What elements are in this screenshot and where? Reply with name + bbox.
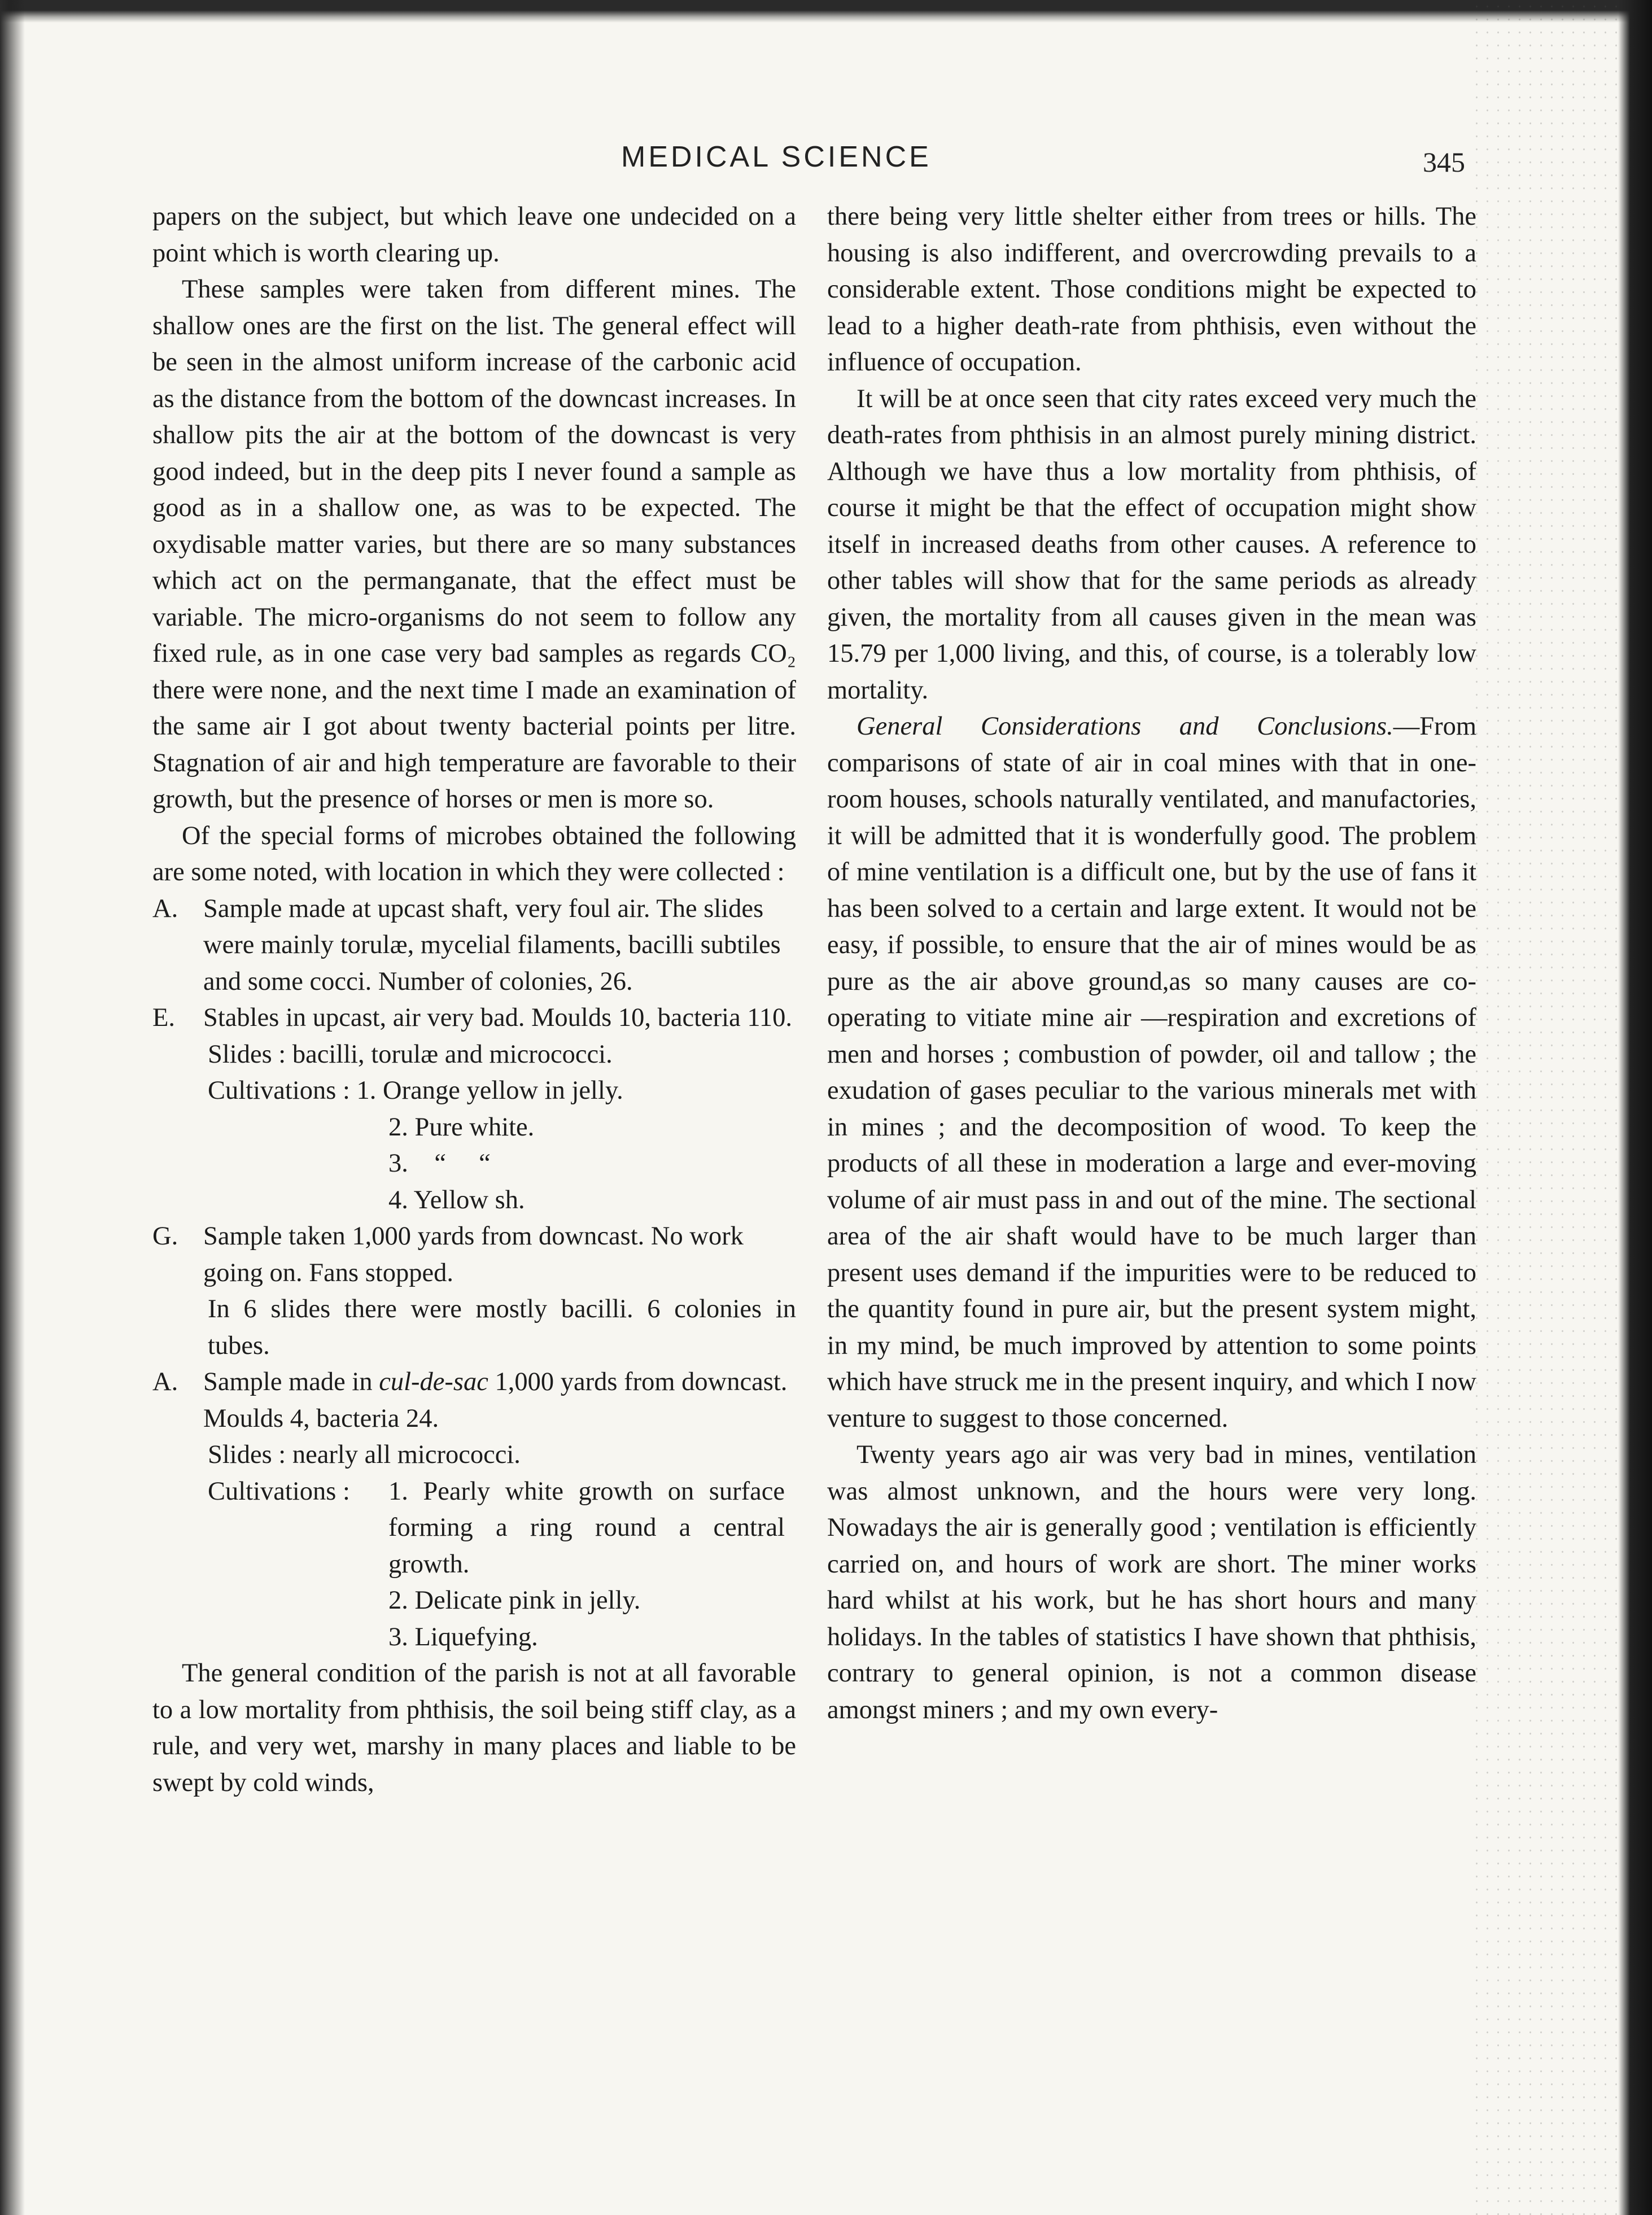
paragraph-text: —From comparisons of state of air in coal mines with that in one-room houses, schools naturally ventilated, and manufactories, it will be admitted that it is wonderfully good. The problem of mine ventilation is a difficult one, but by the use of fans it has been solved to a certain and large extent. It would not be easy, if possible, to ensure that the air of mines would be as pure as the air above ground,as so many causes are co-operating to vitiate mine air —respiration and excretions of men and horses ; combustion of powder, oil and tallow ; the exudation of gases peculiar to the various minerals met with in mines ; and the decomposition of wood. To keep the products of all these in moderation a large and ever-moving volume of air must pass in and out of the mine. The sectional area of the air shaft would have to be much larger than present uses demand if the impurities were to be reduced to the quantity found in pure air, but the present system might, in my mind, be much improved by attention to some points which have struck me in the present inquiry, and which I now venture to suggest to those concerned.	[827, 712, 1476, 1433]
right-column	[827, 199, 1476, 1728]
paragraph: The general condition of the parish is not at all favorable to a low mortality from phthisis, the soil being stiff clay, as a rule, and very wet, marshy in many places and liable to be swept by cold winds,	[152, 1659, 796, 1797]
cultivation-item: 3. “ “	[388, 1149, 491, 1178]
entry-slides: Slides : nearly all micrococci.	[208, 1440, 521, 1469]
paragraph	[827, 709, 1476, 1437]
scan-left-edge	[0, 0, 25, 2215]
entry-label: G.	[152, 1222, 178, 1251]
paragraph: papers on the subject, but which leave one undecided on a point which is worth clearing up.	[152, 202, 796, 268]
entry-label: A.	[152, 1368, 178, 1396]
paragraph: Of the special forms of microbes obtained the following are some noted, with location in which they were collected :	[152, 821, 796, 886]
entry-text: Sample made in	[203, 1368, 379, 1396]
scan-speckle	[1471, 0, 1618, 2215]
sample-entry-g	[152, 1218, 796, 1291]
cultivation-item: 4. Yellow sh.	[388, 1185, 525, 1214]
paragraph: Twenty years ago air was very bad in mines, ventilation was almost unknown, and the hours were very long. Nowadays the air is generally good ; ventilation is efficiently carried on, and hours of work are short. The miner works hard whilst at his work, but he has short hours and many holidays. In the tables of statistics I have shown that phthisis, contrary to general opinion, is not a common disease amongst miners ; and my own every-	[827, 1440, 1476, 1724]
cultivation-row	[152, 1073, 796, 1109]
scan-right-edge	[1618, 0, 1652, 2215]
entry-text: Sample made at upcast shaft, very foul air. The slides were mainly torulæ, mycelial filaments, bacilli subtiles and some cocci. Number of colonies, 26.	[203, 894, 781, 996]
running-head: MEDICAL SCIENCE	[621, 141, 932, 173]
sample-entry-a	[152, 891, 796, 1001]
cultivations-label: Cultivations :	[208, 1076, 350, 1105]
cultivation-row	[152, 1474, 796, 1583]
cultivations-label: Cultivations :	[208, 1476, 350, 1506]
scan-top-edge	[0, 0, 1652, 23]
left-column	[152, 199, 796, 1801]
entry-text: 1,000 yards from downcast. Moulds 4, bacteria 24.	[203, 1368, 788, 1433]
cultivation-item: 2. Pure white.	[388, 1112, 535, 1142]
entry-text-italic: cul-de-sac	[379, 1368, 488, 1396]
paragraph: It will be at once seen that city rates exceed very much the death-rates from phthisis in an almost purely mining district. Although we have thus a low mortality from phthisis, of course it might be that the effect of occupation might show itself in increased deaths from other causes. A reference to other tables will show that for the same periods as already given, the mortality from all causes given in the mean was 15.79 per 1,000 living, and this, of course, is a tolerably low mortality.	[827, 384, 1476, 705]
cultivation-item: 3. Liquefying.	[388, 1622, 538, 1652]
cultivation-item: 2. Delicate pink in jelly.	[388, 1586, 641, 1615]
paragraph: there being very little shelter either from trees or hills. The housing is also indifferent, and overcrowding prevails to a considerable extent. Those conditions might be expected to lead to a higher death-rate from phthisis, even without the influence of occupation.	[827, 202, 1476, 377]
cultivation-item: 1. Pearly white growth on surface forming a ring round a central growth.	[388, 1476, 785, 1579]
entry-label: E.	[152, 1003, 176, 1032]
entry-slides: In 6 slides there were mostly bacilli. 6 colonies in tubes.	[208, 1295, 796, 1360]
entry-slides: Slides : bacilli, torulæ and micrococci.	[208, 1039, 613, 1069]
sample-entry-a-cul-de-sac	[152, 1364, 796, 1437]
sample-entry-e	[152, 1000, 796, 1037]
page-number: 345	[1423, 146, 1465, 178]
cultivation-item: 1. Orange yellow in jelly.	[356, 1076, 623, 1105]
entry-text: Stables in upcast, air very bad. Moulds 10, bacteria 110.	[203, 1003, 792, 1032]
entry-text: Sample taken 1,000 yards from downcast. No work going on. Fans stopped.	[203, 1222, 744, 1287]
paragraph: These samples were taken from different mines. The shallow ones are the first on the list. The general effect will be seen in the almost uniform increase of the carbonic acid as the distance from the bottom of the downcast increases. In shallow pits the air at the bottom of the downcast is very good indeed, but in the deep pits I never found a sample as good as in a shallow one, as was to be expected. The oxydisable matter varies, but there are so many substances which act on the permanganate, that the effect must be variable. The micro-organisms do not seem to follow any fixed rule, as in one case very bad samples as regards CO₂ there were none, and the next time I made an examination of the same air I got about twenty bacterial points per litre. Stagnation of air and high temperature are favorable to their growth, but the presence of horses or men is more so.	[152, 275, 796, 814]
entry-label: A.	[152, 894, 178, 923]
section-heading: General Considerations and Conclusions.	[856, 712, 1393, 741]
